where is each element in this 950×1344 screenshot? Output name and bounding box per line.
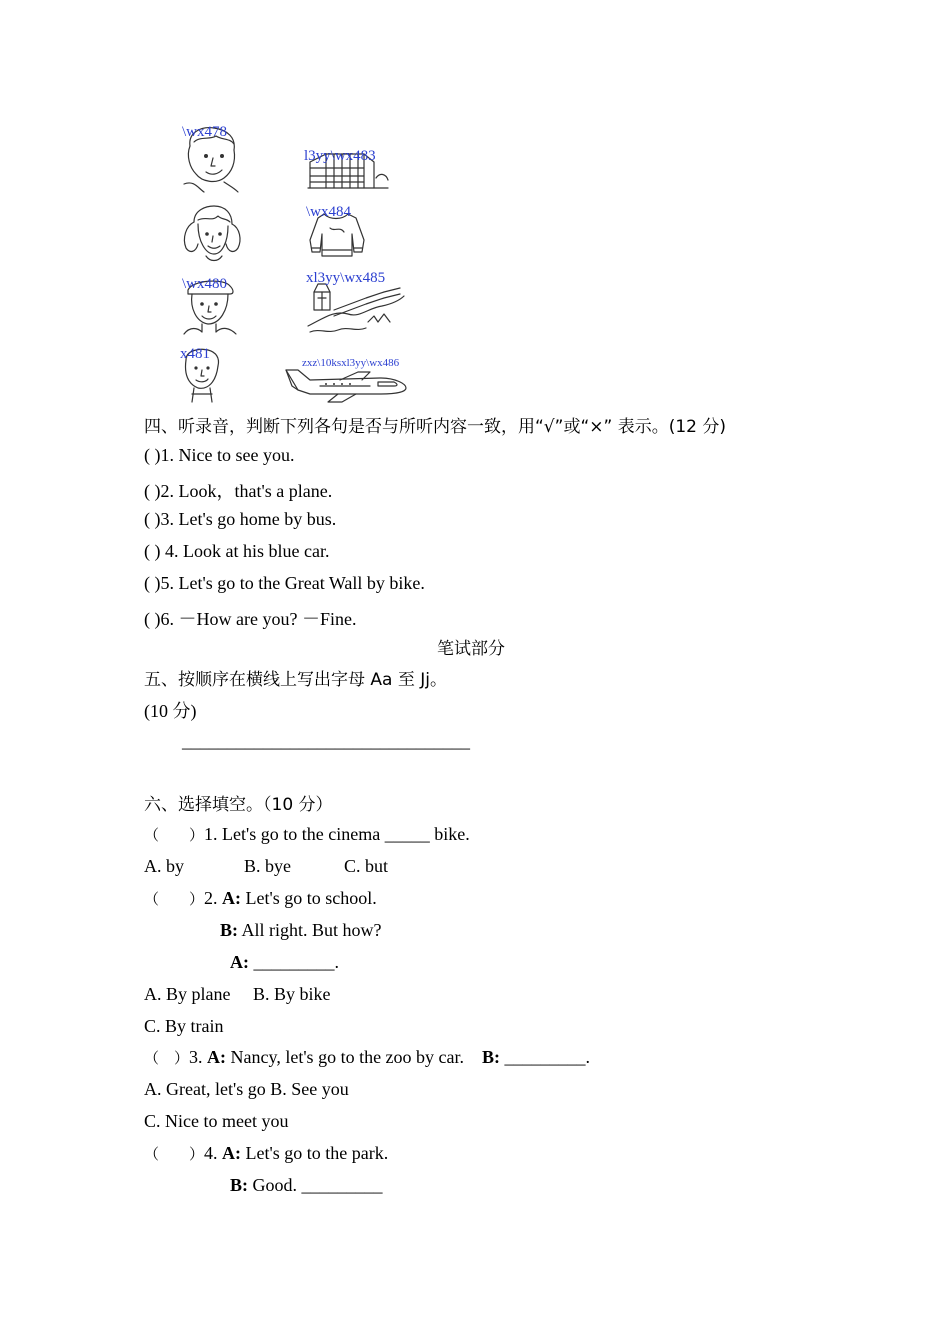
- picture-girl: [180, 204, 244, 264]
- speaker-label: B:: [220, 920, 238, 940]
- speaker-label: A:: [207, 1047, 227, 1067]
- section4-title: 四、听录音，判断下列各句是否与所听内容一致，用“√”或“×” 表示。(12 分): [144, 417, 727, 437]
- speaker-label: A:: [230, 952, 249, 972]
- speaker-label: B:: [482, 1047, 501, 1067]
- picture-plane: [280, 356, 412, 404]
- section5-title: 五、按顺序在横线上写出字母 Aa 至 Jj。: [144, 670, 447, 690]
- image-label: l3yy\wx483: [304, 148, 376, 164]
- picture-sweater: [304, 204, 368, 260]
- answer-paren[interactable]: （ ）: [144, 826, 205, 844]
- option-c: C. but: [344, 856, 389, 876]
- section4-item: [144, 541, 329, 562]
- dialogue-text: Nancy, let's go to the zoo by car.: [226, 1047, 483, 1067]
- answer-paren[interactable]: ( ): [144, 609, 161, 629]
- answer-paren[interactable]: ( ): [144, 573, 161, 593]
- question-4: [144, 1143, 388, 1164]
- image-label: \wx480: [182, 276, 227, 292]
- options-line: C. Nice to meet you: [144, 1111, 289, 1131]
- image-label: \wx484: [306, 204, 351, 220]
- item-text: 4. Look at his blue car.: [160, 541, 330, 561]
- option-a: A. by: [144, 856, 184, 876]
- options-line: C. By train: [144, 1016, 224, 1036]
- section4-item: [144, 605, 356, 631]
- dialogue-text: All right. But how?: [238, 920, 382, 940]
- question-number: 2.: [204, 888, 223, 908]
- question-number: 3.: [189, 1047, 208, 1067]
- question-text: 1. Let's go to the cinema _____ bike.: [204, 824, 470, 844]
- dialogue-text: Let's go to school.: [241, 888, 377, 908]
- written-part-heading: 笔试部分: [437, 639, 505, 659]
- speaker-label: B:: [230, 1175, 248, 1195]
- section4-item: [144, 477, 332, 503]
- item-text: 1. Nice to see you.: [160, 445, 295, 465]
- section4-item: [144, 573, 425, 594]
- image-label: \wx478: [182, 124, 227, 140]
- section6-title: 六、选择填空。（10 分）: [144, 795, 333, 815]
- answer-paren[interactable]: ( ): [144, 481, 161, 501]
- answer-paren[interactable]: （ ）: [144, 1145, 205, 1163]
- speaker-label: A:: [222, 888, 242, 908]
- options-line: A. By plane B. By bike: [144, 984, 331, 1004]
- picture-building: [304, 148, 390, 192]
- question-1: [144, 824, 470, 845]
- item-text: 3. Let's go home by bus.: [160, 509, 337, 529]
- section5-score: (10 分): [144, 701, 197, 721]
- item-text: 6. －How are you? －Fine.: [160, 609, 357, 629]
- answer-blank[interactable]: Good. _________: [248, 1175, 383, 1195]
- image-label: zxz\10ksxl3yy\wx486: [302, 357, 400, 369]
- image-label: xl3yy\wx485: [306, 270, 386, 286]
- question-3: [144, 1047, 590, 1068]
- answer-paren[interactable]: （ ）: [144, 1049, 190, 1067]
- question-number: 4.: [204, 1143, 223, 1163]
- speaker-label: A:: [222, 1143, 242, 1163]
- dialogue-line: [230, 952, 339, 973]
- picture-great-wall: [304, 270, 406, 336]
- dialogue-line: [220, 920, 382, 941]
- letters-blank[interactable]: ________________________________: [182, 731, 470, 751]
- picture-boy-small: [180, 346, 224, 404]
- item-text: 5. Let's go to the Great Wall by bike.: [160, 573, 425, 593]
- picture-boy: [180, 124, 242, 194]
- options-line: A. Great, let's go B. See you: [144, 1079, 349, 1099]
- section4-item: [144, 445, 294, 466]
- answer-blank[interactable]: _________.: [500, 1047, 591, 1067]
- answer-paren[interactable]: ( ): [144, 509, 161, 529]
- image-label: x481: [180, 346, 210, 362]
- dialogue-line: [230, 1175, 383, 1196]
- answer-paren[interactable]: ( ): [144, 541, 161, 561]
- option-b: B. bye: [244, 856, 291, 876]
- answer-paren[interactable]: ( ): [144, 445, 161, 465]
- dialogue-text: Let's go to the park.: [241, 1143, 389, 1163]
- question-2: [144, 888, 377, 909]
- answer-blank[interactable]: _________.: [249, 952, 339, 972]
- section4-item: [144, 509, 336, 530]
- answer-paren[interactable]: （ ）: [144, 890, 205, 908]
- item-text: 2. Look，that's a plane.: [160, 481, 333, 501]
- picture-boy-cap: [180, 276, 240, 338]
